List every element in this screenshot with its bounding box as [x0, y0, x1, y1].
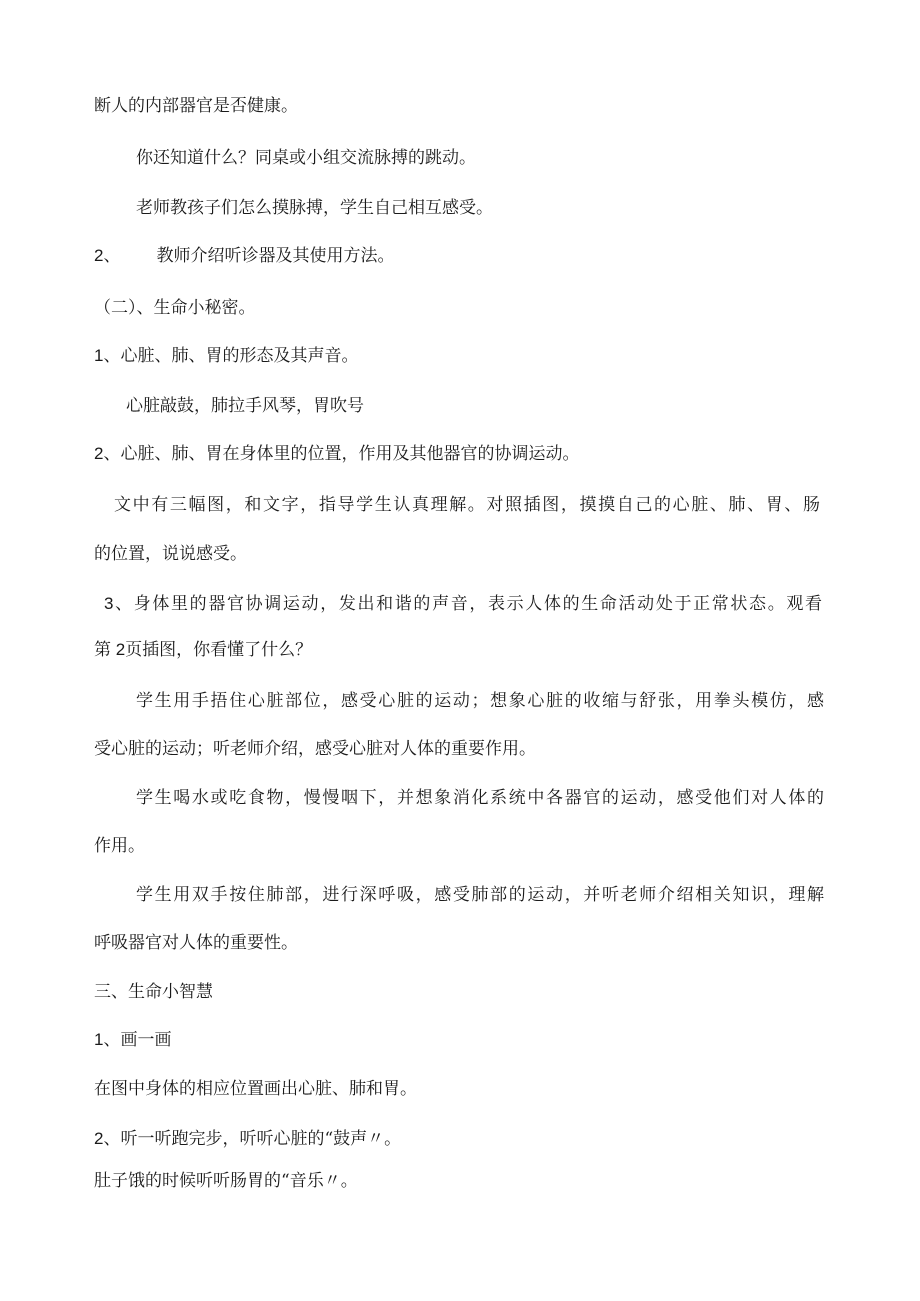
paragraph-digestion-cont: 作用。 — [94, 836, 145, 856]
text-line-3: 老师教孩子们怎么摸脉搏，学生自己相互感受。 — [136, 198, 493, 218]
text-line-stomach-music: 肚子饿的时候听听肠胃的“音乐〃。 — [94, 1171, 358, 1191]
paragraph-illustrations: 文中有三幅图，和文字，指导学生认真理解。对照插图，摸摸自己的心脏、肺、胃、肠 — [114, 495, 820, 515]
section-heading-3: 三、生命小智慧 — [94, 982, 213, 1002]
list-number: 1、 — [94, 346, 121, 365]
list-item-3-coordination — [104, 592, 822, 616]
list-number: 2、 — [94, 1129, 121, 1148]
list-text: 心脏、肺、胃在身体里的位置，作用及其他器官的协调运动。 — [120, 444, 580, 464]
list-text: 教师介绍听诊器及其使用方法。 — [156, 246, 395, 266]
paragraph-lungs: 学生用双手按住肺部，进行深呼吸，感受肺部的运动，并听老师介绍相关知识，理解 — [136, 885, 824, 905]
list-item-2-stethoscope — [94, 244, 394, 268]
list-text: 听一听跑完步，听听心脏的“鼓声〃。 — [120, 1129, 402, 1149]
list-number: 2、 — [94, 246, 121, 265]
list-number: 2、 — [94, 444, 121, 463]
list-item-1-draw — [94, 1028, 171, 1052]
list-item-2-positions — [94, 442, 579, 466]
text-line-draw-instruction: 在图中身体的相应位置画出心脏、肺和胃。 — [94, 1079, 417, 1099]
list-item-3-cont — [94, 638, 312, 662]
paragraph-illustrations-cont: 的位置，说说感受。 — [94, 544, 247, 564]
paragraph-heart-cont: 受心脏的运动；听老师介绍，感受心脏对人体的重要作用。 — [94, 739, 536, 759]
list-number: 3、 — [104, 594, 134, 613]
paragraph-digestion: 学生喝水或吃食物，慢慢咽下，并想象消化系统中各器官的运动，感受他们对人体的 — [136, 788, 824, 808]
text-line-2: 你还知道什么？同桌或小组交流脉搏的跳动。 — [136, 148, 476, 168]
list-text: 画一画 — [120, 1030, 172, 1050]
section-heading-2: （二）、生命小秘密。 — [94, 298, 256, 318]
list-text: 页插图，你看懂了什么？ — [125, 640, 313, 660]
text-line-1: 断人的内部器官是否健康。 — [94, 96, 298, 116]
paragraph-heart: 学生用手捂住心脏部位，感受心脏的运动；想象心脏的收缩与舒张，用拳头模仿，感 — [136, 691, 824, 711]
paragraph-lungs-cont: 呼吸器官对人体的重要性。 — [94, 933, 298, 953]
text-line-analogy: 心脏敲鼓，肺拉手风琴，胃吹号 — [126, 396, 364, 416]
list-number: 1、 — [94, 1030, 121, 1049]
list-item-1-shapes — [94, 344, 358, 368]
page-reference: 第 2 — [94, 640, 126, 659]
list-text: 心脏、肺、胃的形态及其声音。 — [120, 346, 359, 366]
list-item-2-listen — [94, 1127, 401, 1151]
list-text: 身体里的器官协调运动，发出和谐的声音，表示人体的生命活动处于正常状态。观看 — [133, 594, 822, 614]
